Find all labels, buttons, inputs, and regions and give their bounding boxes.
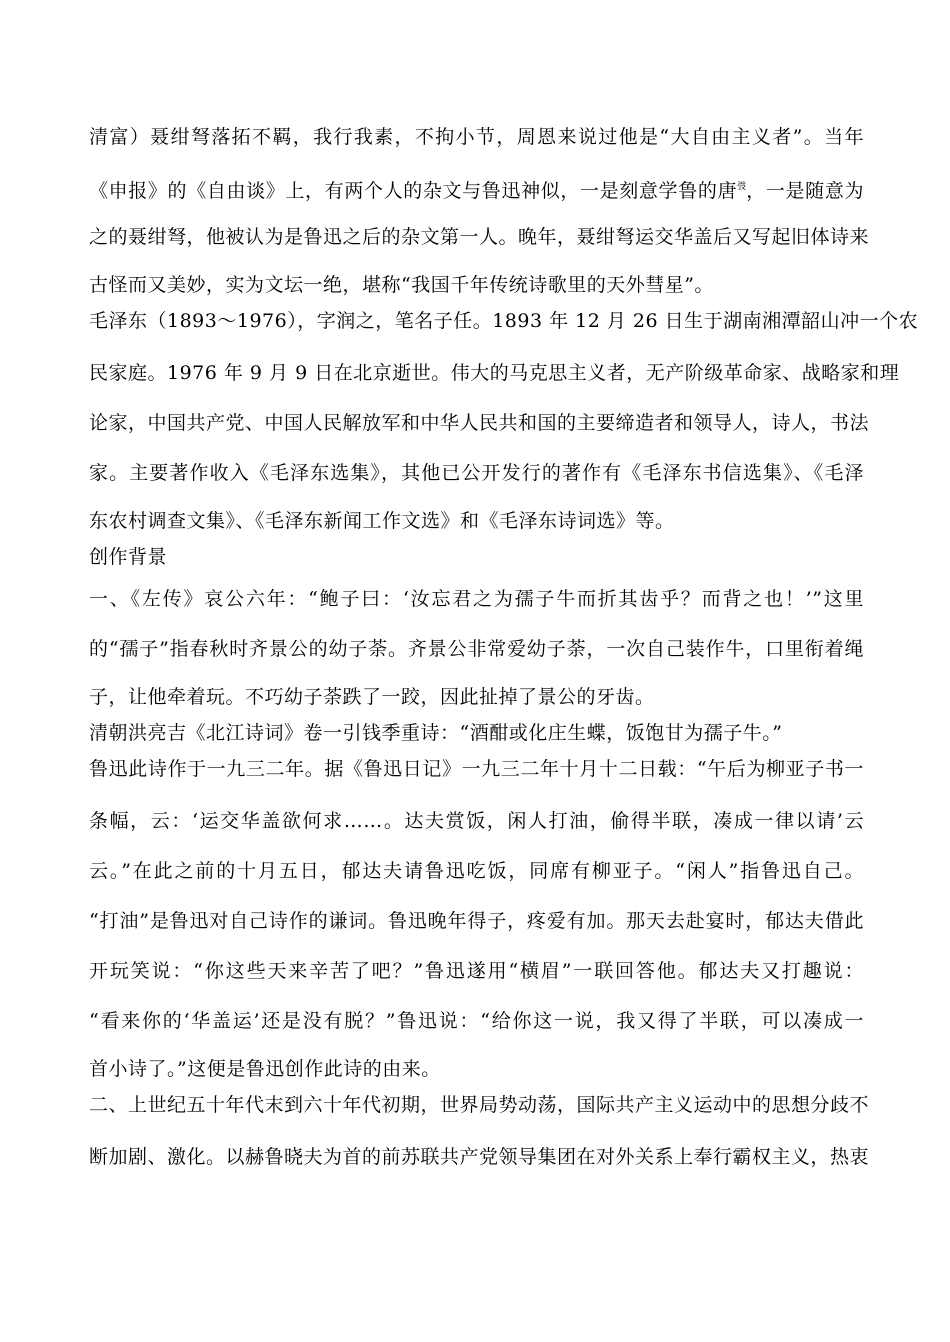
text-line: 古怪而又美妙，实为文坛一绝，堪称“我国千年传统诗歌里的天外彗星”。	[89, 274, 714, 296]
document-body	[89, 117, 919, 1187]
text-line: 清朝洪亮吉《北江诗词》卷一引钱季重诗：“酒酣或化庄生蝶，饭饱甘为孺子牛。”	[89, 722, 783, 744]
text-line: 毛泽东（1893～1976），字润之，笔名子任。1893 年 12 月 26 日生于湖南湘潭韶山冲一个农	[89, 310, 919, 332]
text-line: 论家，中国共产党、中国人民解放军和中华人民共和国的主要缔造者和领导人，诗人，书法	[89, 412, 870, 434]
text-line: 断加剧、激化。以赫鲁晓夫为首的前苏联共产党领导集团在对外关系上奉行霸权主义，热衷	[89, 1146, 870, 1168]
text-line: 鲁迅此诗作于一九三二年。据《鲁迅日记》一九三二年十月十二日载：“午后为柳亚子书一	[89, 758, 864, 780]
text-line: 二、上世纪五十年代末到六十年代初期，世界局势动荡，国际共产主义运动中的思想分歧不	[89, 1094, 870, 1116]
text-line: 云。”在此之前的十月五日，郁达夫请鲁迅吃饭，同席有柳亚子。“闲人”指鲁迅自己。	[89, 860, 864, 882]
text-line: 首小诗了。”这便是鲁迅创作此诗的由来。	[89, 1058, 441, 1080]
superscript-mark: 弢	[737, 182, 747, 192]
text-line: 《申报》的《自由谈》上，有两个人的杂文与鲁迅神似，一是刻意学鲁的唐$^弢$，一是随意为	[89, 180, 864, 202]
text-line: 之的聂绀弩，他被认为是鲁迅之后的杂文第一人。晚年，聂绀弩运交华盖后又写起旧体诗来	[89, 226, 870, 248]
text-line: “打油”是鲁迅对自己诗作的谦词。鲁迅晚年得子，疼爱有加。那天去赴宴时，郁达夫借此	[89, 910, 864, 932]
text-line: 清富）聂绀弩落拓不羁，我行我素，不拘小节，周恩来说过他是“大自由主义者”。当年	[89, 126, 864, 148]
text-line: “看来你的‘华盖运’还是没有脱？”鲁迅说：“给你这一说，我又得了半联，可以凑成一	[89, 1010, 864, 1032]
section-heading: 创作背景	[89, 546, 168, 568]
text-line: 条幅，云：‘运交华盖欲何求……。达夫赏饭，闲人打油，偷得半联，凑成一律以请’云	[89, 810, 864, 832]
text-line: 子，让他牵着玩。不巧幼子荼跌了一跤，因此扯掉了景公的牙齿。	[89, 686, 655, 708]
text-line: 东农村调查文集》、《毛泽东新闻工作文选》和《毛泽东诗词选》等。	[89, 510, 675, 532]
text-line: 一、《左传》哀公六年：“鲍子曰：‘汝忘君之为孺子牛而折其齿乎？而背之也！’”这里	[89, 588, 864, 610]
text-line: 的“孺子”指春秋时齐景公的幼子荼。齐景公非常爱幼子荼，一次自己装作牛，口里衔着绳	[89, 638, 864, 660]
text-line: 民家庭。1976 年 9 月 9 日在北京逝世。伟大的马克思主义者，无产阶级革命家、战略家和理	[89, 362, 900, 384]
text-line: 开玩笑说：“你这些天来辛苦了吧？”鲁迅遂用“横眉”一联回答他。郁达夫又打趣说：	[89, 960, 864, 982]
text-line: 家。主要著作收入《毛泽东选集》，其他已公开发行的著作有《毛泽东书信选集》、《毛泽	[89, 462, 864, 484]
